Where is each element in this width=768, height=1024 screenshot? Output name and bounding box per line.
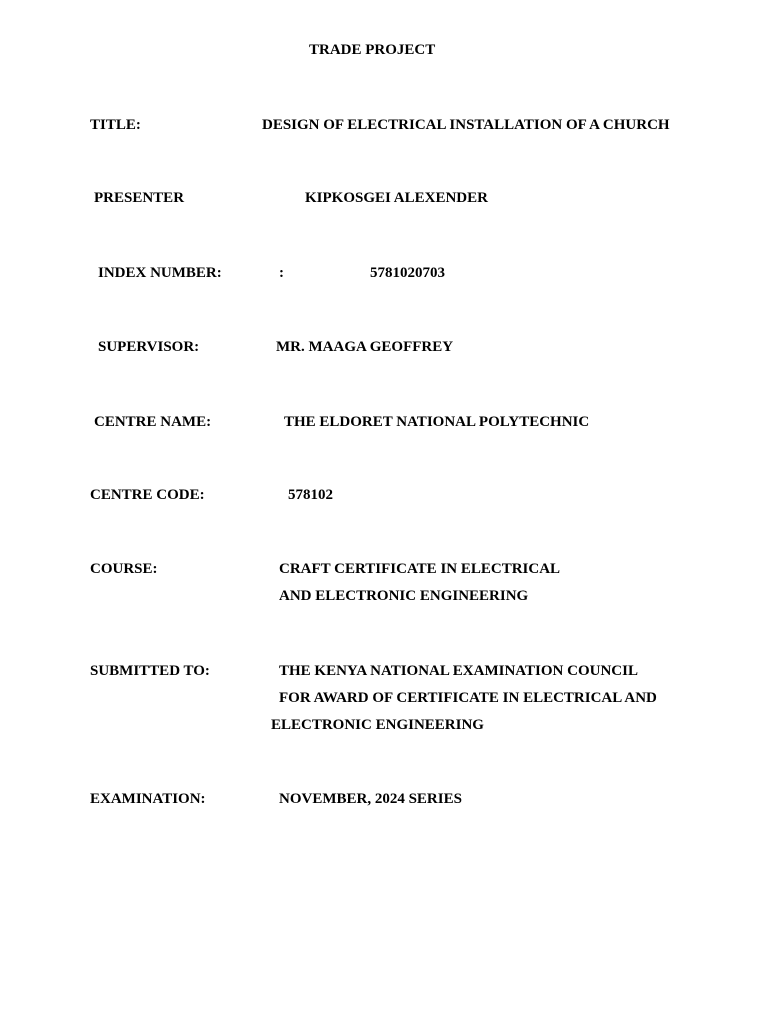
submitted-to-line-2: FOR AWARD OF CERTIFICATE IN ELECTRICAL AND [279, 690, 657, 706]
page-heading: TRADE PROJECT [309, 42, 436, 58]
presenter-label: PRESENTER [94, 190, 185, 206]
title-label: TITLE: [90, 117, 141, 133]
centre-code-label: CENTRE CODE: [90, 487, 205, 503]
index-number-separator: : [279, 265, 284, 281]
course-value-line-2: AND ELECTRONIC ENGINEERING [279, 588, 529, 604]
presenter-value: KIPKOSGEI ALEXENDER [305, 190, 488, 206]
title-value: DESIGN OF ELECTRICAL INSTALLATION OF A CHURCH [262, 117, 670, 133]
course-label: COURSE: [90, 561, 158, 577]
index-number-label: INDEX NUMBER: [98, 265, 222, 281]
centre-name-label: CENTRE NAME: [94, 414, 212, 430]
supervisor-label: SUPERVISOR: [98, 339, 200, 355]
submitted-to-line-3: ELECTRONIC ENGINEERING [271, 717, 484, 733]
centre-name-value: THE ELDORET NATIONAL POLYTECHNIC [284, 414, 590, 430]
index-number-value: 5781020703 [370, 265, 445, 281]
examination-label: EXAMINATION: [90, 791, 206, 807]
examination-value: NOVEMBER, 2024 SERIES [279, 791, 462, 807]
submitted-to-line-1: THE KENYA NATIONAL EXAMINATION COUNCIL [279, 663, 638, 679]
submitted-to-label: SUBMITTED TO: [90, 663, 210, 679]
centre-code-value: 578102 [288, 487, 333, 503]
supervisor-value: MR. MAAGA GEOFFREY [276, 339, 454, 355]
course-value-line-1: CRAFT CERTIFICATE IN ELECTRICAL [279, 561, 561, 577]
